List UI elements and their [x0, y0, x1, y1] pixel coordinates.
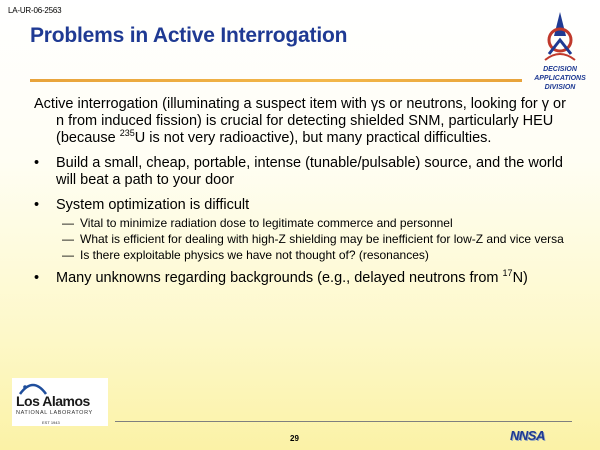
sub-bullet-text: Is there exploitable physics we have not thought of? (resonances) [80, 248, 429, 262]
lab-established: EST 1943 [42, 420, 60, 425]
title-rule [30, 79, 522, 82]
bullet-item [34, 270, 574, 287]
lab-subtitle: NATIONAL LABORATORY [16, 410, 93, 416]
isotope-superscript: 17 [502, 268, 513, 279]
lanl-logo [12, 378, 108, 426]
sub-bullet-list [56, 216, 574, 262]
dash-icon: — [62, 232, 74, 246]
bullet-text-end: N) [512, 270, 528, 286]
bullet-text: Many unknowns regarding backgrounds (e.g., delayed neutrons from [56, 270, 503, 286]
bullet-icon: • [34, 155, 40, 171]
slide-body [34, 96, 574, 295]
gamma-symbol: γ [541, 96, 549, 112]
division-name: DECISION APPLICATIONS DIVISION [534, 66, 586, 91]
dash-icon: — [62, 248, 74, 262]
gamma-symbol: γ [370, 96, 379, 112]
sub-bullet-text: What is efficient for dealing with high-Z shielding may be inefficient for low-Z and vice versa [80, 232, 564, 246]
intro-text-3: or n from induced fission) is crucial for detecting shielded SNM, particularly HEU (because [56, 96, 566, 146]
sub-bullet-item [56, 232, 574, 246]
bullet-text: System optimization is difficult [56, 197, 250, 213]
bullet-icon: • [34, 270, 40, 286]
page-number: 29 [290, 434, 299, 443]
dash-icon: — [62, 216, 74, 230]
bullet-text: Build a small, cheap, portable, intense (tunable/pulsable) source, and the world will beat a path to your door [56, 155, 563, 188]
document-id: LA-UR-06-2563 [8, 6, 62, 15]
bullet-item [34, 197, 574, 262]
lab-name: Los Alamos [16, 393, 90, 409]
isotope-superscript: 235 [119, 128, 135, 139]
footer-rule [115, 421, 572, 422]
sub-bullet-item [56, 248, 574, 262]
sub-bullet-text: Vital to minimize radiation dose to legitimate commerce and personnel [80, 216, 453, 230]
bullet-item [34, 155, 574, 189]
intro-paragraph [34, 96, 574, 147]
intro-text-1: Active interrogation (illuminating a suspect item with [34, 96, 371, 112]
division-emblem-icon [539, 10, 581, 64]
sub-bullet-item [56, 216, 574, 230]
intro-text-4: U is not very radioactive), but many practical difficulties. [134, 130, 492, 146]
bullet-icon: • [34, 197, 40, 213]
intro-text-2: s or neutrons, looking for [378, 96, 542, 112]
nnsa-logo: NNSA [510, 428, 545, 443]
slide-title: Problems in Active Interrogation [30, 24, 348, 47]
